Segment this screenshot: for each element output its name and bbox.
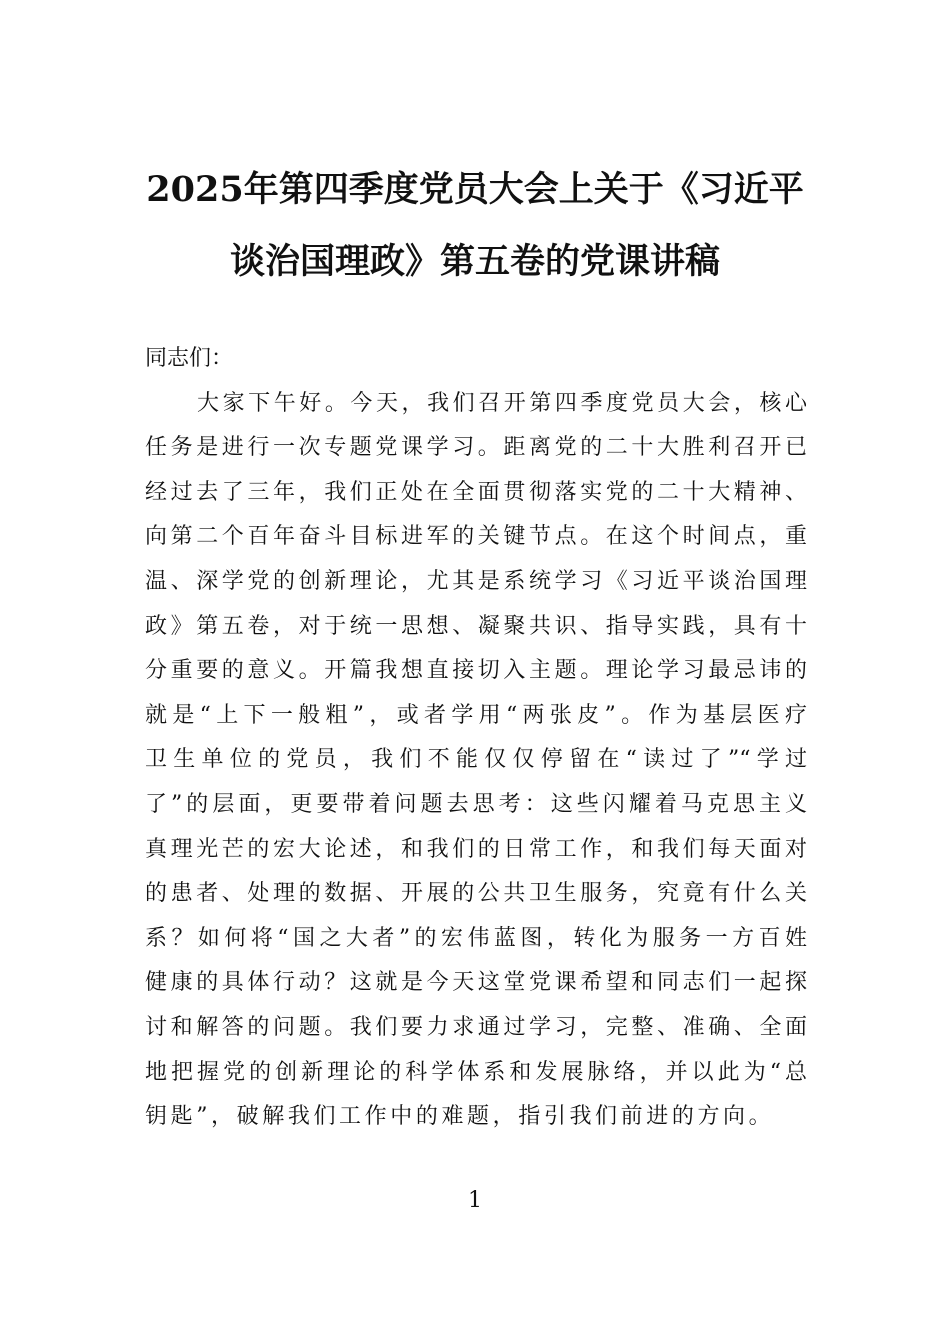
paragraph-line: 大家下午好。今天，我们召开第四季度党员大会，核心 [197, 390, 807, 416]
paragraph-line: 任务是进行一次专题党课学习。距离党的二十大胜利召开已 [145, 435, 807, 461]
document-title-line-1: 2025年第四季度党员大会上关于《习近平 [146, 169, 804, 210]
paragraph-line: 讨和解答的问题。我们要力求通过学习，完整、准确、全面 [145, 1014, 807, 1040]
paragraph-line: 向第二个百年奋斗目标进军的关键节点。在这个时间点，重 [145, 524, 807, 550]
paragraph-line: 钥匙”，破解我们工作中的难题，指引我们前进的方向。 [145, 1104, 775, 1130]
document-body [145, 337, 807, 1140]
paragraph [145, 382, 807, 1140]
paragraph-line: 分重要的意义。开篇我想直接切入主题。理论学习最忌讳的 [145, 658, 807, 684]
paragraph-line: 就是“上下一般粗”，或者学用“两张皮”。作为基层医疗 [145, 702, 807, 728]
paragraph-line: 卫生单位的党员，我们不能仅仅停留在“读过了”“学过 [145, 747, 807, 773]
paragraph-line: 健康的具体行动？这就是今天这堂党课希望和同志们一起探 [145, 970, 807, 996]
paragraph-line: 的患者、处理的数据、开展的公共卫生服务，究竟有什么关 [145, 881, 807, 907]
document-title-line-2: 谈治国理政》第五卷的党课讲稿 [229, 241, 720, 282]
paragraph-line: 真理光芒的宏大论述，和我们的日常工作，和我们每天面对 [145, 836, 807, 862]
paragraph-line: 政》第五卷，对于统一思想、凝聚共识、指导实践，具有十 [145, 613, 807, 639]
paragraph-line: 经过去了三年，我们正处在全面贯彻落实党的二十大精神、 [145, 479, 807, 505]
paragraph-line: 地把握党的创新理论的科学体系和发展脉络，并以此为“总 [145, 1059, 807, 1085]
paragraph-line: 温、深学党的创新理论，尤其是系统学习《习近平谈治国理 [145, 568, 807, 594]
paragraph-line: 系？如何将“国之大者”的宏伟蓝图，转化为服务一方百姓 [145, 925, 807, 951]
page-number: 1 [468, 1188, 482, 1213]
salutation: 同志们： [145, 346, 234, 371]
paragraph-line: 了”的层面，更要带着问题去思考：这些闪耀着马克思主义 [145, 791, 807, 817]
